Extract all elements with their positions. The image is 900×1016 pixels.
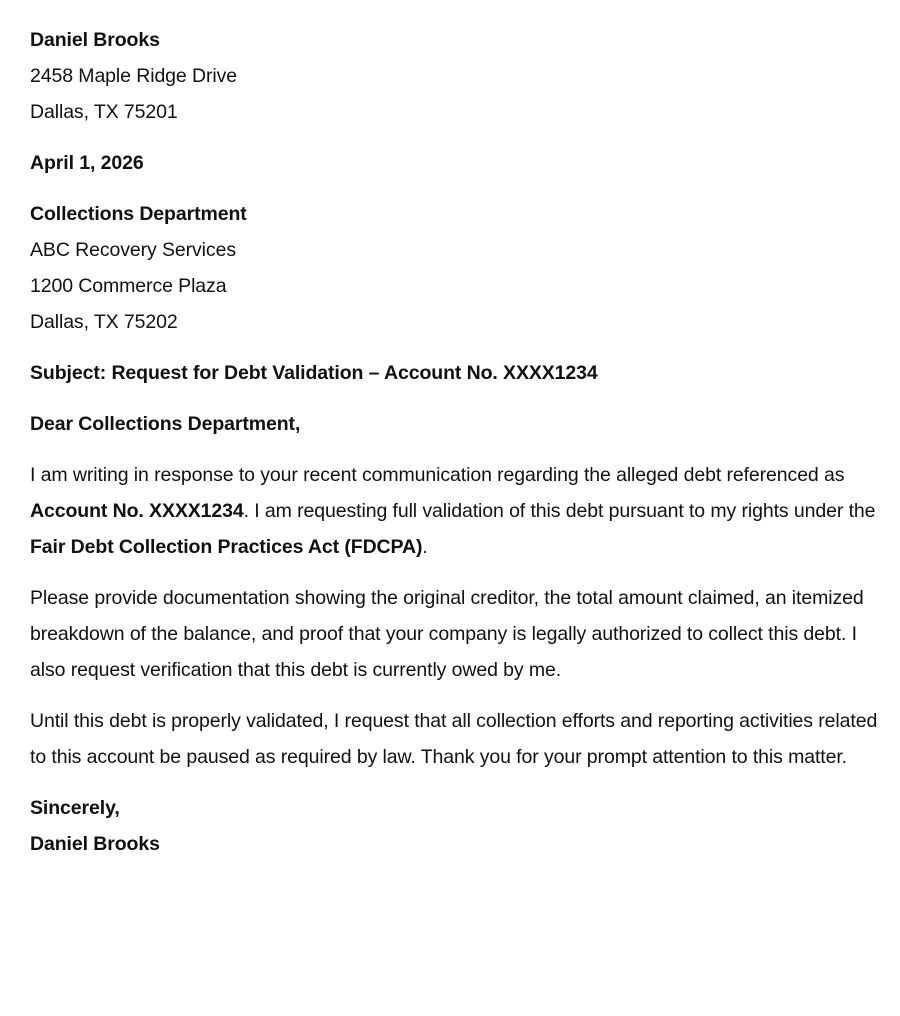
sender-street: 2458 Maple Ridge Drive xyxy=(30,65,237,87)
recipient-company: ABC Recovery Services xyxy=(30,239,236,261)
subject-line-block xyxy=(30,355,878,391)
body-paragraph-1 xyxy=(30,457,878,565)
salutation-block xyxy=(30,406,878,442)
sender-address-block xyxy=(30,22,878,130)
paragraph-1-account-number: Account No. XXXX1234 xyxy=(30,500,244,522)
recipient-city-state-zip: Dallas, TX 75202 xyxy=(30,311,178,333)
sender-name: Daniel Brooks xyxy=(30,29,160,51)
recipient-address-block xyxy=(30,196,878,340)
recipient-department: Collections Department xyxy=(30,203,247,225)
paragraph-1-text-part-3: . xyxy=(422,536,428,558)
paragraph-1-fdcpa-reference: Fair Debt Collection Practices Act (FDCPA) xyxy=(30,536,423,558)
sender-city-state-zip: Dallas, TX 75201 xyxy=(30,101,178,123)
body-paragraph-2: Please provide documentation showing the original creditor, the total amount claimed, an itemized breakdown of the balance, and proof that your company is legally authorized to collect this debt. I also request verification that this debt is currently owed by me. xyxy=(30,587,864,681)
signature-name: Daniel Brooks xyxy=(30,833,160,855)
letter-date: April 1, 2026 xyxy=(30,152,144,174)
paragraph-1-text-part-2: . I am requesting full validation of this debt pursuant to my rights under the xyxy=(243,500,876,522)
letter-date-block xyxy=(30,145,878,181)
subject-line: Subject: Request for Debt Validation – Account No. XXXX1234 xyxy=(30,362,598,384)
paragraph-1-text-part-1: I am writing in response to your recent communication regarding the alleged debt referenced as xyxy=(30,464,845,486)
closing-block xyxy=(30,790,878,862)
body-paragraph-3: Until this debt is properly validated, I request that all collection efforts and reporting activities related to this account be paused as required by law. Thank you for your prompt attention to this matter. xyxy=(30,710,878,768)
recipient-street: 1200 Commerce Plaza xyxy=(30,275,227,297)
valediction: Sincerely, xyxy=(30,797,120,819)
salutation: Dear Collections Department, xyxy=(30,413,301,435)
